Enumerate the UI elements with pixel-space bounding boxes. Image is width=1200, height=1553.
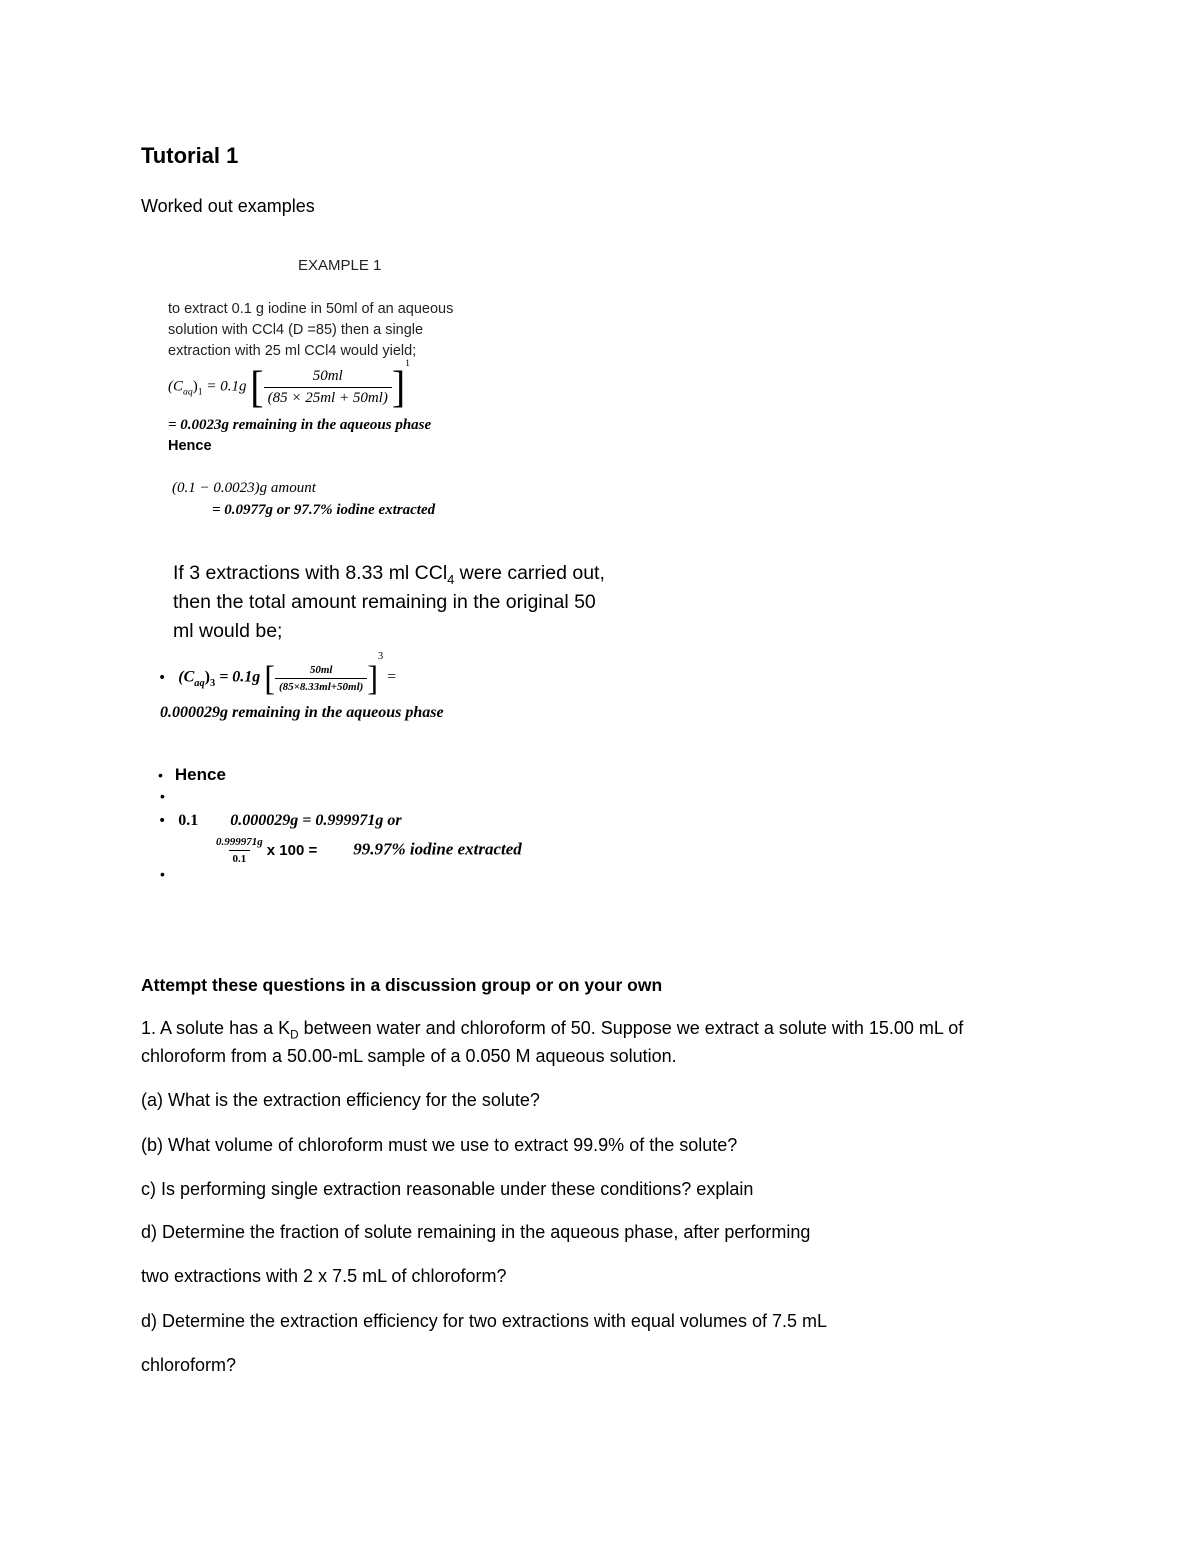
eq1-rhs-prefix: = 0.1g — [202, 378, 247, 395]
eq1-result: = 0.0023g remaining in the aqueous phase — [168, 417, 432, 433]
eq3-right-bracket: ] — [367, 658, 378, 698]
hence-fraction — [212, 836, 267, 865]
eq3-left-bracket: [ — [264, 658, 275, 698]
question-e-line-2: chloroform? — [141, 1355, 237, 1375]
hence-line-1a: 0.1 — [178, 812, 199, 829]
hence-frac-num: 0.999971g — [216, 836, 263, 848]
eq1-lhs-sub: aq — [183, 386, 193, 398]
hence-bullet-2: • — [160, 788, 165, 804]
question-e-line-1: d) Determine the extraction efficiency for two extractions with equal volumes of 7.5 mL — [141, 1311, 827, 1331]
multi-line-1-text: If 3 extractions with 8.33 ml CCl — [173, 562, 448, 584]
question-d-line-2: two extractions with 2 x 7.5 mL of chloroform? — [141, 1266, 507, 1286]
multi-extraction-line-3: ml would be; — [173, 620, 283, 642]
eq1-lhs: (C — [168, 378, 183, 395]
eq3-lhs-sub: aq — [194, 677, 205, 689]
equation-three-extractions — [158, 651, 397, 698]
q1-text-a: 1. A solute has a K — [141, 1018, 291, 1038]
eq3-rhs-prefix: = 0.1g — [215, 668, 261, 686]
hence-frac-den: 0.1 — [229, 850, 251, 865]
eq1-lhs-index: 1 — [197, 386, 203, 398]
eq2-line-1: (0.1 − 0.0023)g amount — [172, 480, 316, 496]
hence-label: Hence — [174, 765, 226, 784]
question-b: (b) What volume of chloroform must we use to extract 99.9% of the solute? — [141, 1135, 738, 1155]
eq3-fraction — [275, 664, 367, 693]
multi-line-1-sub: 4 — [447, 572, 455, 587]
hence-fraction-line — [212, 836, 522, 865]
multi-extraction-line-2: then the total amount remaining in the original 50 — [173, 591, 596, 613]
hence-block-line-1 — [158, 765, 226, 785]
eq1-exponent: 1 — [405, 358, 411, 370]
eq1-numerator: 50ml — [312, 367, 343, 384]
eq3-result: 0.000029g remaining in the aqueous phase — [160, 704, 444, 721]
example-heading: EXAMPLE 1 — [298, 257, 382, 274]
hence-block-line-3 — [158, 812, 402, 830]
eq3-lhs-index: 3 — [209, 677, 216, 689]
page-subtitle: Worked out examples — [141, 196, 315, 216]
example-intro-line-3: extraction with 25 ml CCl4 would yield; — [168, 343, 417, 359]
q1-sub: D — [290, 1028, 299, 1042]
hence-bullet-3: • — [158, 813, 167, 829]
hence-line-1b: 0.000029g = 0.999971g or — [230, 812, 402, 829]
page-title: Tutorial 1 — [141, 143, 239, 168]
question-1-line-2: chloroform from a 50.00-mL sample of a 0.050 M aqueous solution. — [141, 1046, 677, 1066]
question-c: c) Is performing single extraction reasonable under these conditions? explain — [141, 1179, 754, 1199]
eq1-hence: Hence — [168, 438, 212, 454]
hence-bullet-4: • — [160, 866, 165, 882]
question-1-line-1 — [141, 1018, 963, 1042]
eq3-trail: = — [383, 668, 397, 686]
eq1-left-bracket: [ — [250, 361, 264, 412]
question-a: (a) What is the extraction efficiency for the solute? — [141, 1090, 540, 1110]
eq1-right-bracket: ] — [391, 361, 406, 412]
eq1-denominator: (85 × 25ml + 50ml) — [264, 387, 392, 407]
hence-result: 99.97% iodine extracted — [353, 839, 522, 859]
equation-single-extraction — [168, 358, 411, 412]
eq1-lhs-close: ) — [192, 378, 198, 395]
eq3-exponent: 3 — [377, 651, 384, 663]
eq3-lhs: (C — [178, 668, 195, 686]
eq2-line-2: = 0.0977g or 97.7% iodine extracted — [212, 502, 436, 518]
multi-extraction-line-1: If 3 extractions with 8.33 ml CCl$_4$ were carried out, — [173, 562, 605, 587]
eq1-fraction — [264, 368, 392, 407]
example-intro-line-2: solution with CCl4 (D =85) then a single — [168, 322, 424, 338]
questions-heading: Attempt these questions in a discussion group or on your own — [141, 975, 663, 995]
hence-bullet-1: • — [158, 767, 163, 783]
hence-times: x 100 = — [266, 841, 318, 859]
eq3-lhs-close: ) — [204, 668, 210, 686]
eq3-bullet: • — [158, 669, 167, 686]
q1-text-b: between water and chloroform of 50. Suppose we extract a solute with 15.00 mL of — [298, 1018, 964, 1038]
example-intro-line-1: to extract 0.1 g iodine in 50ml of an aqueous — [168, 301, 454, 317]
question-d-line-1: d) Determine the fraction of solute remaining in the aqueous phase, after performing — [141, 1222, 811, 1242]
eq3-denominator: (85×8.33ml+50ml) — [275, 678, 367, 693]
eq3-numerator: 50ml — [309, 663, 333, 676]
